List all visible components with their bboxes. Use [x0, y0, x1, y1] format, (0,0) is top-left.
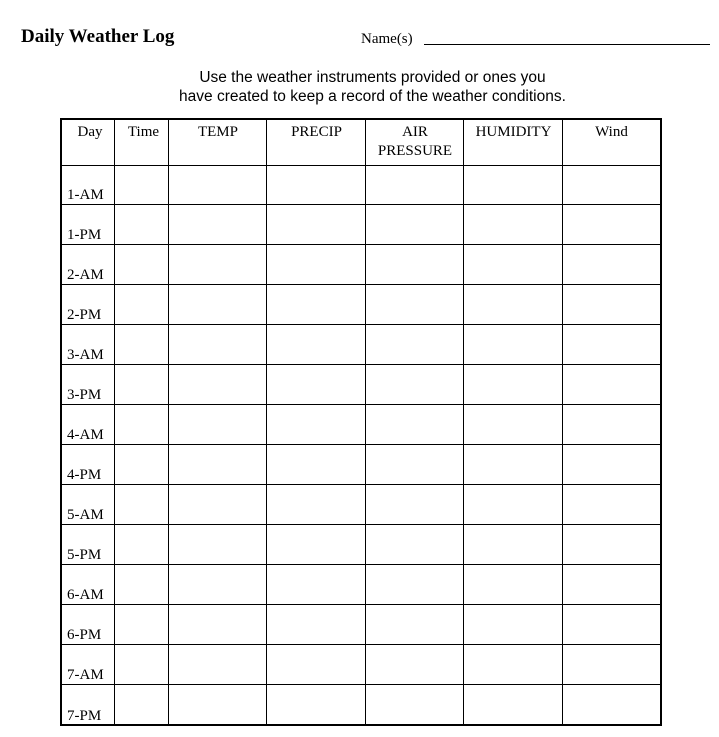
table-row [62, 485, 660, 525]
name-input-line[interactable] [424, 44, 710, 45]
column-divider [365, 120, 366, 724]
precip-cell[interactable] [267, 325, 365, 364]
air-pressure-cell[interactable] [366, 245, 463, 284]
page-title: Daily Weather Log [21, 26, 175, 47]
wind-cell[interactable] [563, 165, 660, 204]
column-divider [562, 120, 563, 724]
temp-cell[interactable] [169, 605, 266, 644]
temp-cell[interactable] [169, 485, 266, 524]
air-pressure-cell[interactable] [366, 645, 463, 684]
precip-cell[interactable] [267, 525, 365, 564]
day-label: 3-AM [67, 347, 104, 363]
day-label: 1-AM [67, 187, 104, 203]
day-label: 2-PM [67, 307, 102, 323]
temp-cell[interactable] [169, 165, 266, 204]
day-label: 5-PM [67, 547, 102, 563]
table-row [62, 605, 660, 645]
temp-cell[interactable] [169, 565, 266, 604]
air-pressure-cell[interactable] [366, 685, 463, 724]
day-label: 1-PM [67, 227, 102, 243]
table-row [62, 525, 660, 565]
wind-cell[interactable] [563, 285, 660, 324]
humidity-cell[interactable] [464, 205, 562, 244]
header-temp: TEMP [197, 124, 238, 140]
temp-cell[interactable] [169, 645, 266, 684]
day-label: 6-AM [67, 587, 104, 603]
wind-cell[interactable] [563, 685, 660, 724]
header-wind: Wind [595, 124, 628, 140]
column-divider [168, 120, 169, 724]
time-cell[interactable] [115, 685, 168, 724]
table-row [62, 405, 660, 445]
air-pressure-cell[interactable] [366, 605, 463, 644]
day-label: 7-AM [67, 667, 104, 683]
day-label: 4-PM [67, 467, 102, 483]
temp-cell[interactable] [169, 445, 266, 484]
time-cell[interactable] [115, 285, 168, 324]
air-pressure-cell[interactable] [366, 445, 463, 484]
table-row [62, 445, 660, 485]
temp-cell[interactable] [169, 405, 266, 444]
time-cell[interactable] [115, 485, 168, 524]
wind-cell[interactable] [563, 645, 660, 684]
time-cell[interactable] [115, 565, 168, 604]
air-pressure-cell[interactable] [366, 525, 463, 564]
weather-log-table [60, 118, 662, 726]
column-divider [463, 120, 464, 724]
precip-cell[interactable] [267, 445, 365, 484]
wind-cell[interactable] [563, 205, 660, 244]
humidity-cell[interactable] [464, 525, 562, 564]
humidity-cell[interactable] [464, 645, 562, 684]
table-row [62, 645, 660, 685]
humidity-cell[interactable] [464, 165, 562, 204]
table-row [62, 285, 660, 325]
humidity-cell[interactable] [464, 365, 562, 404]
day-label: 4-AM [67, 427, 104, 443]
time-cell[interactable] [115, 405, 168, 444]
header-air-pressure [366, 120, 464, 165]
humidity-cell[interactable] [464, 285, 562, 324]
header-air-pressure-line-2: PRESSURE [377, 143, 453, 159]
humidity-cell[interactable] [464, 565, 562, 604]
wind-cell[interactable] [563, 565, 660, 604]
instructions-line-2: have created to keep a record of the weather conditions. [179, 88, 566, 105]
temp-cell[interactable] [169, 285, 266, 324]
humidity-cell[interactable] [464, 405, 562, 444]
humidity-cell[interactable] [464, 245, 562, 284]
time-cell[interactable] [115, 365, 168, 404]
temp-cell[interactable] [169, 685, 266, 724]
header-humidity: HUMIDITY [475, 124, 552, 140]
time-cell[interactable] [115, 605, 168, 644]
table-header-row [62, 120, 660, 166]
precip-cell[interactable] [267, 485, 365, 524]
table-row [62, 205, 660, 245]
header-day: Day [77, 124, 103, 140]
day-label: 5-AM [67, 507, 104, 523]
precip-cell[interactable] [267, 565, 365, 604]
wind-cell[interactable] [563, 445, 660, 484]
air-pressure-cell[interactable] [366, 325, 463, 364]
wind-cell[interactable] [563, 365, 660, 404]
precip-cell[interactable] [267, 685, 365, 724]
time-cell[interactable] [115, 525, 168, 564]
precip-cell[interactable] [267, 365, 365, 404]
column-divider [114, 120, 115, 724]
table-row [62, 245, 660, 285]
air-pressure-cell[interactable] [366, 405, 463, 444]
time-cell[interactable] [115, 245, 168, 284]
time-cell[interactable] [115, 165, 168, 204]
precip-cell[interactable] [267, 605, 365, 644]
wind-cell[interactable] [563, 485, 660, 524]
temp-cell[interactable] [169, 525, 266, 564]
name-label: Name(s) [361, 31, 413, 47]
temp-cell[interactable] [169, 325, 266, 364]
table-row [62, 565, 660, 605]
air-pressure-cell[interactable] [366, 485, 463, 524]
air-pressure-cell[interactable] [366, 285, 463, 324]
precip-cell[interactable] [267, 285, 365, 324]
air-pressure-cell[interactable] [366, 205, 463, 244]
humidity-cell[interactable] [464, 325, 562, 364]
precip-cell[interactable] [267, 245, 365, 284]
wind-cell[interactable] [563, 605, 660, 644]
day-label: 7-PM [67, 708, 102, 724]
header-air-pressure-line-1: AIR [402, 124, 428, 140]
table-row [62, 165, 660, 205]
time-cell[interactable] [115, 205, 168, 244]
humidity-cell[interactable] [464, 485, 562, 524]
wind-cell[interactable] [563, 325, 660, 364]
air-pressure-cell[interactable] [366, 165, 463, 204]
time-cell[interactable] [115, 645, 168, 684]
precip-cell[interactable] [267, 205, 365, 244]
day-label: 2-AM [67, 267, 104, 283]
temp-cell[interactable] [169, 365, 266, 404]
temp-cell[interactable] [169, 205, 266, 244]
precip-cell[interactable] [267, 165, 365, 204]
humidity-cell[interactable] [464, 605, 562, 644]
temp-cell[interactable] [169, 245, 266, 284]
air-pressure-cell[interactable] [366, 565, 463, 604]
day-label: 6-PM [67, 627, 102, 643]
precip-cell[interactable] [267, 645, 365, 684]
instructions-line-1: Use the weather instruments provided or ones you [199, 69, 546, 86]
humidity-cell[interactable] [464, 445, 562, 484]
wind-cell[interactable] [563, 525, 660, 564]
day-label: 3-PM [67, 387, 102, 403]
instructions [120, 68, 625, 106]
time-cell[interactable] [115, 445, 168, 484]
table-row [62, 325, 660, 365]
humidity-cell[interactable] [464, 685, 562, 724]
precip-cell[interactable] [267, 405, 365, 444]
wind-cell[interactable] [563, 245, 660, 284]
time-cell[interactable] [115, 325, 168, 364]
header-time: Time [127, 124, 160, 140]
column-divider [266, 120, 267, 724]
air-pressure-cell[interactable] [366, 365, 463, 404]
table-row [62, 685, 660, 725]
header-precip: PRECIP [291, 124, 342, 140]
table-row [62, 365, 660, 405]
wind-cell[interactable] [563, 405, 660, 444]
